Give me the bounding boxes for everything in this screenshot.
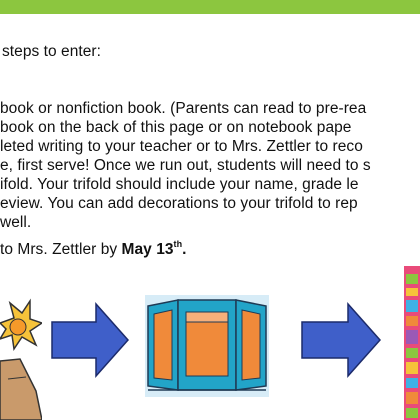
colorful-book-clipart xyxy=(404,266,420,420)
deadline-line xyxy=(0,235,187,259)
steps-heading: steps to enter: xyxy=(2,43,101,60)
step-line-1: book or nonfiction book. (Parents can read to pre-rea xyxy=(0,100,367,117)
deadline-date: May 13 xyxy=(121,241,174,258)
deadline-prefix: to Mrs. Zettler by xyxy=(0,241,122,258)
step-line-3: leted writing to your teacher or to Mrs. Zettler to reco xyxy=(0,138,363,155)
deadline-suffix: th xyxy=(173,239,183,249)
step-line-4: e, first serve! Once we run out, students will need to s xyxy=(0,157,371,174)
trifold-board-clipart xyxy=(142,292,272,400)
step-line-6: eview. You can add decorations to your trifold to rep xyxy=(0,195,358,212)
step-line-2: book on the back of this page or on notebook pape xyxy=(0,119,352,136)
step-line-5: ifold. Your trifold should include your name, grade le xyxy=(0,176,359,193)
arrow-right-icon xyxy=(300,300,382,380)
starburst-clipart xyxy=(0,283,42,420)
step-line-7: well. xyxy=(0,214,32,231)
deadline-end: . xyxy=(182,241,187,258)
arrow-right-icon xyxy=(50,300,130,380)
